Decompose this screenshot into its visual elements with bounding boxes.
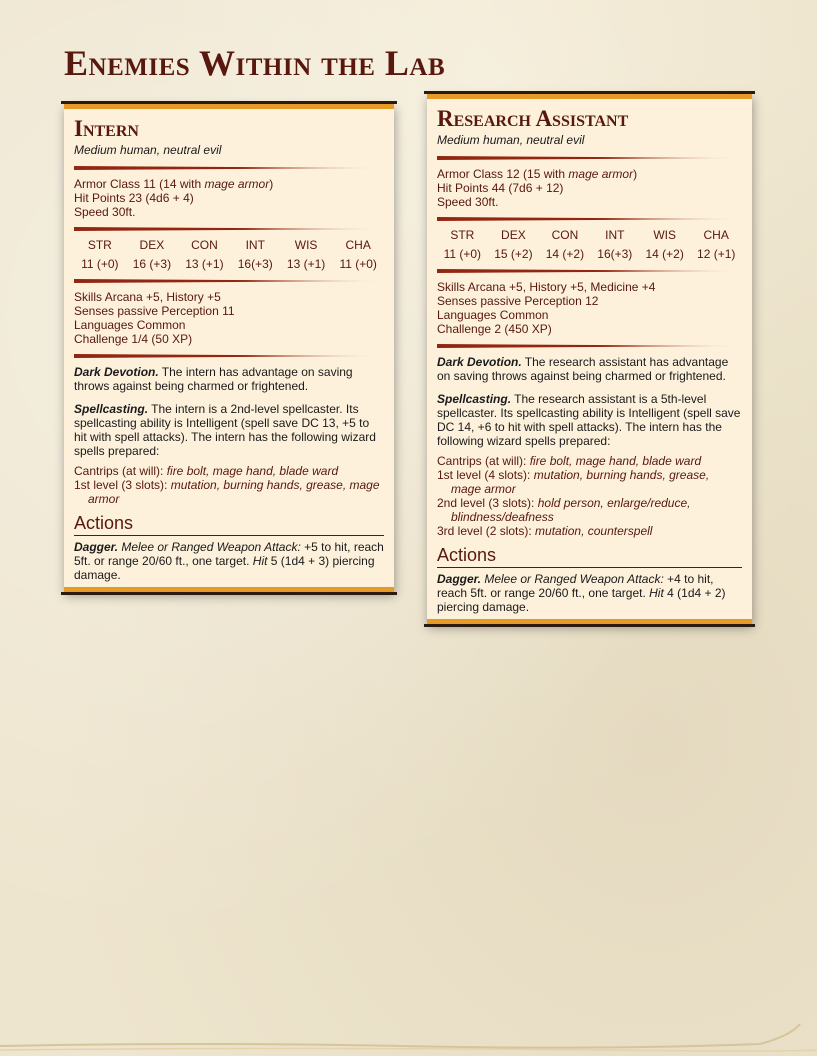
trait-dark-devotion: Dark Devotion. The intern has advantage on saving throws against being charmed or frightened.	[74, 365, 353, 393]
speed-line: Speed 30ft.	[437, 195, 499, 209]
divider	[437, 217, 742, 221]
challenge-line: Challenge 1/4 (50 XP)	[74, 332, 193, 346]
ability-con: CON 13 (+1)	[185, 238, 224, 271]
senses-line: Senses passive Perception 11	[74, 304, 235, 318]
skills-line: Skills Arcana +5, History +5, Medicine +4	[437, 280, 656, 294]
languages-line: Languages Common	[437, 308, 549, 322]
ability-wis: WIS 14 (+2)	[645, 228, 684, 261]
spell-level-1st: 1st level (4 slots): mutation, burning hands, grease, mage armor	[437, 468, 710, 496]
monster-type: Medium human, neutral evil	[437, 133, 585, 147]
spell-level-1st: 1st level (3 slots): mutation, burning hands, grease, mage armor	[74, 478, 380, 506]
stat-block-intern	[64, 104, 394, 592]
monster-name: Intern	[74, 116, 139, 141]
challenge-line: Challenge 2 (450 XP)	[437, 322, 552, 336]
action-dagger: Dagger. Melee or Ranged Weapon Attack: +5 to hit, reach 5ft. or range 20/60 ft., one target. Hit 5 (1d4 + 3) piercing damage.	[74, 540, 384, 582]
spell-level-3rd: 3rd level (2 slots): mutation, counterspell	[437, 524, 653, 538]
trait-spellcasting: Spellcasting. The intern is a 2nd-level spellcaster. Its spellcasting ability is Intelligent (spell save DC 13, +5 to hit with spell attacks). The intern has the following wizard spells prepared:	[74, 402, 376, 458]
page-title: Enemies Within the Lab	[64, 43, 446, 83]
hit-points-line: Hit Points 44 (7d6 + 12)	[437, 181, 564, 195]
trait-dark-devotion: Dark Devotion. The research assistant has advantage on saving throws against being charmed or frightened.	[437, 355, 729, 383]
ability-dex: DEX 16 (+3)	[132, 238, 172, 271]
ability-wis: WIS 13 (+1)	[286, 238, 326, 271]
spell-list	[74, 464, 384, 506]
ability-int: INT 16(+3)	[597, 228, 633, 261]
ability-cha: CHA 12 (+1)	[697, 228, 736, 261]
trait-spellcasting: Spellcasting. The research assistant is a 5th-level spellcaster. Its spellcasting ability is Intelligent (spell save DC 14, +6 to hit with spell attacks). The intern has the following wizard spells prepared:	[437, 392, 741, 448]
divider	[437, 269, 742, 273]
spell-level-2nd: 2nd level (3 slots): hold person, enlarge/reduce, blindness/deafness	[437, 496, 691, 524]
ability-scores	[74, 238, 384, 271]
languages-line: Languages Common	[74, 318, 186, 332]
monster-type: Medium human, neutral evil	[74, 143, 222, 157]
senses-line: Senses passive Perception 12	[437, 294, 599, 308]
ability-scores	[437, 228, 742, 261]
ability-int: INT 16(+3)	[237, 238, 273, 271]
page-footer-ornament	[0, 1016, 817, 1056]
divider	[74, 354, 384, 358]
speed-line: Speed 30ft.	[74, 205, 136, 219]
ability-str: STR 11 (+0)	[81, 238, 119, 271]
actions-heading: Actions	[74, 512, 384, 536]
divider	[74, 279, 384, 283]
spell-list	[437, 454, 742, 538]
armor-class-line: Armor Class 12 (15 with mage armor)	[437, 167, 638, 181]
hit-points-line: Hit Points 23 (4d6 + 4)	[74, 191, 194, 205]
divider	[74, 166, 384, 170]
spell-level-cantrips: Cantrips (at will): fire bolt, mage hand, blade ward	[437, 454, 702, 468]
divider	[437, 344, 742, 348]
stat-block-research-assistant	[427, 94, 752, 624]
monster-name: Research Assistant	[437, 106, 629, 131]
ability-dex: DEX 15 (+2)	[494, 228, 533, 261]
ability-con: CON 14 (+2)	[545, 228, 585, 261]
divider	[437, 156, 742, 160]
spell-level-cantrips: Cantrips (at will): fire bolt, mage hand, blade ward	[74, 464, 339, 478]
action-dagger: Dagger. Melee or Ranged Weapon Attack: +4 to hit, reach 5ft. or range 20/60 ft., one target. Hit 4 (1d4 + 2) piercing damage.	[437, 572, 726, 614]
ability-str: STR 11 (+0)	[443, 228, 482, 261]
armor-class-line: Armor Class 11 (14 with mage armor)	[74, 177, 274, 191]
ability-cha: CHA 11 (+0)	[339, 238, 377, 271]
divider	[74, 227, 384, 231]
skills-line: Skills Arcana +5, History +5	[74, 290, 221, 304]
actions-heading: Actions	[437, 544, 742, 568]
